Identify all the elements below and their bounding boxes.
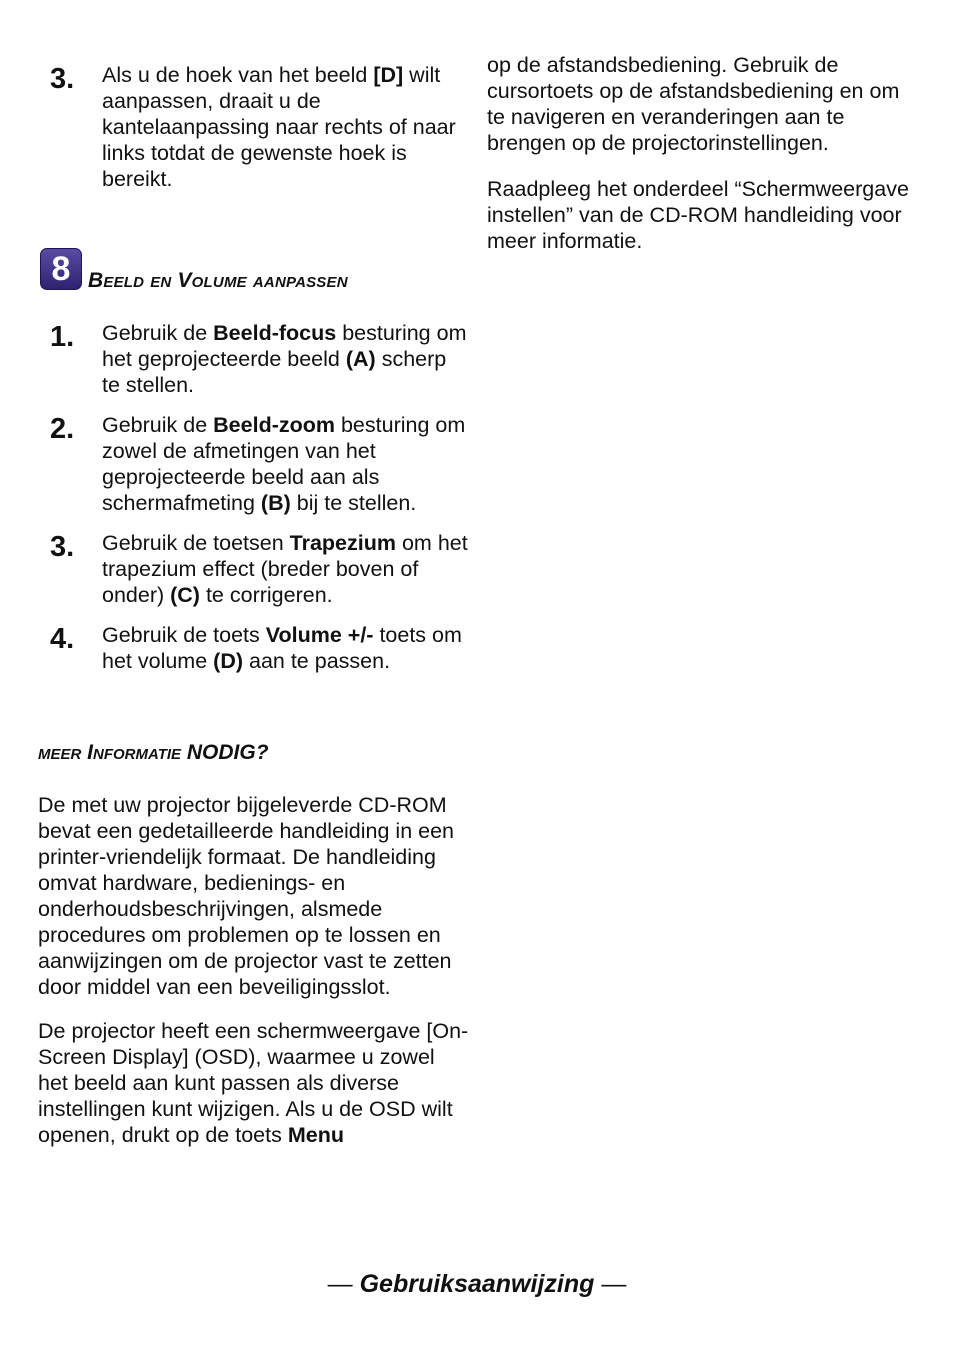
osd-paragraph: De projector heeft een schermweergave [On-Screen Display] (OSD), waarmee u zowel het beeld aan kunt passen als diverse instellingen kunt wijzigen. Als u de OSD wilt openen, drukt op de toets Menu xyxy=(38,1019,469,1147)
osd-continued-paragraph: op de afstandsbediening. Gebruik de cursortoets op de afstandsbediening en om te navigeren en veranderingen aan te brengen op de projectorinstellingen. xyxy=(487,53,900,155)
section-number-badge: 8 xyxy=(40,248,82,290)
left-column xyxy=(38,62,470,1148)
reference-paragraph: Raadpleeg het onderdeel “Schermweergave instellen” van de CD-ROM handleiding voor meer informatie. xyxy=(487,177,909,253)
list-item xyxy=(38,622,470,674)
list-item xyxy=(38,412,470,516)
page-footer xyxy=(0,1268,954,1300)
section-heading xyxy=(38,248,470,298)
step-number: 1. xyxy=(50,321,75,353)
step-number: 3. xyxy=(50,531,75,563)
step-text: Gebruik de toetsen Trapezium om het trapezium effect (breder boven of onder) (C) te corrigeren. xyxy=(102,531,468,607)
footer-dash-right: — xyxy=(601,1270,627,1298)
step-text: Gebruik de Beeld-focus besturing om het geprojecteerde beeld (A) scherp te stellen. xyxy=(102,321,467,397)
right-column xyxy=(487,52,917,254)
section-title: Beeld en Volume aanpassen xyxy=(88,269,348,292)
footer-dash-left: — xyxy=(327,1270,353,1298)
step-text: Gebruik de toets Volume +/- toets om het volume (D) aan te passen. xyxy=(102,623,462,673)
step-text: Gebruik de Beeld-zoom besturing om zowel de afmetingen van het geprojecteerde beeld aan als schermafmeting (B) bij te stellen. xyxy=(102,413,466,515)
step-number: 3. xyxy=(50,63,75,95)
more-info-heading: meer Informatie NODIG? xyxy=(38,741,269,764)
tilt-step-item xyxy=(38,62,470,192)
step-number: 4. xyxy=(50,623,75,655)
list-item xyxy=(38,320,470,398)
more-info-paragraph: De met uw projector bijgeleverde CD-ROM bevat een gedetailleerde handleiding in een printer-vriendelijk formaat. De handleiding omvat hardware, bedienings- en onderhoudsbeschrijvingen, alsmede procedures om problemen op te lossen en aanwijzingen om de projector vast te zetten door middel van een beveiligingsslot. xyxy=(38,793,455,999)
list-item xyxy=(38,530,470,608)
footer-title: Gebruiksaanwijzing xyxy=(359,1270,595,1298)
step-number: 2. xyxy=(50,413,75,445)
step-text: Als u de hoek van het beeld [D] wilt aanpassen, draait u de kantelaanpassing naar rechts of naar links totdat de gewenste hoek is bereikt. xyxy=(102,63,456,191)
